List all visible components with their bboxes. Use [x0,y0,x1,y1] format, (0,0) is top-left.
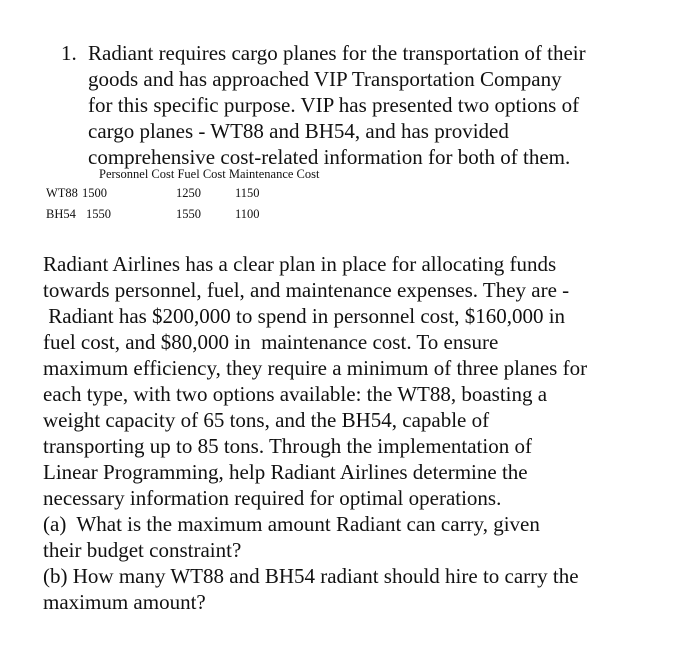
intro-line: goods and has approached VIP Transportation Company [88,67,562,91]
cost-table-header: Personnel Cost Fuel Cost Maintenance Cost [99,167,320,181]
body-line: necessary information required for optimal operations. [43,486,502,510]
body-line: towards personnel, fuel, and maintenance expenses. They are - [43,278,570,302]
body-line: fuel cost, and $80,000 in maintenance cost. To ensure [43,330,499,354]
plane-name-cell: WT88 [46,186,78,200]
question-intro [88,40,628,170]
fuel-cost-cell: 1550 [176,207,201,221]
question-part-a: (a) What is the maximum amount Radiant can carry, given [43,512,540,536]
fuel-cost-cell: 1250 [176,186,201,200]
personnel-cost-cell: 1550 [86,207,111,221]
question-part-b: (b) How many WT88 and BH54 radiant should hire to carry the [43,564,579,588]
question-number: 1. [61,41,77,65]
maintenance-cost-cell: 1150 [235,186,260,200]
intro-line: for this specific purpose. VIP has presented two options of [88,93,580,117]
body-line: weight capacity of 65 tons, and the BH54, capable of [43,408,490,432]
maintenance-cost-cell: 1100 [235,207,260,221]
problem-body [43,251,643,615]
body-line: transporting up to 85 tons. Through the implementation of [43,434,532,458]
body-line: Linear Programming, help Radiant Airlines determine the [43,460,528,484]
body-line: each type, with two options available: the WT88, boasting a [43,382,548,406]
plane-name-cell: BH54 [46,207,76,221]
body-line: maximum efficiency, they require a minimum of three planes for [43,356,588,380]
body-line: Radiant has $200,000 to spend in personnel cost, $160,000 in [43,304,566,328]
question-part-b-cont: maximum amount? [43,590,206,614]
personnel-cost-cell: 1500 [82,186,107,200]
question-part-a-cont: their budget constraint? [43,538,242,562]
body-line: Radiant Airlines has a clear plan in place for allocating funds [43,252,557,276]
intro-line: comprehensive cost-related information for both of them. [88,145,571,169]
intro-line: cargo planes - WT88 and BH54, and has provided [88,119,509,143]
intro-line: Radiant requires cargo planes for the transportation of their [88,41,586,65]
